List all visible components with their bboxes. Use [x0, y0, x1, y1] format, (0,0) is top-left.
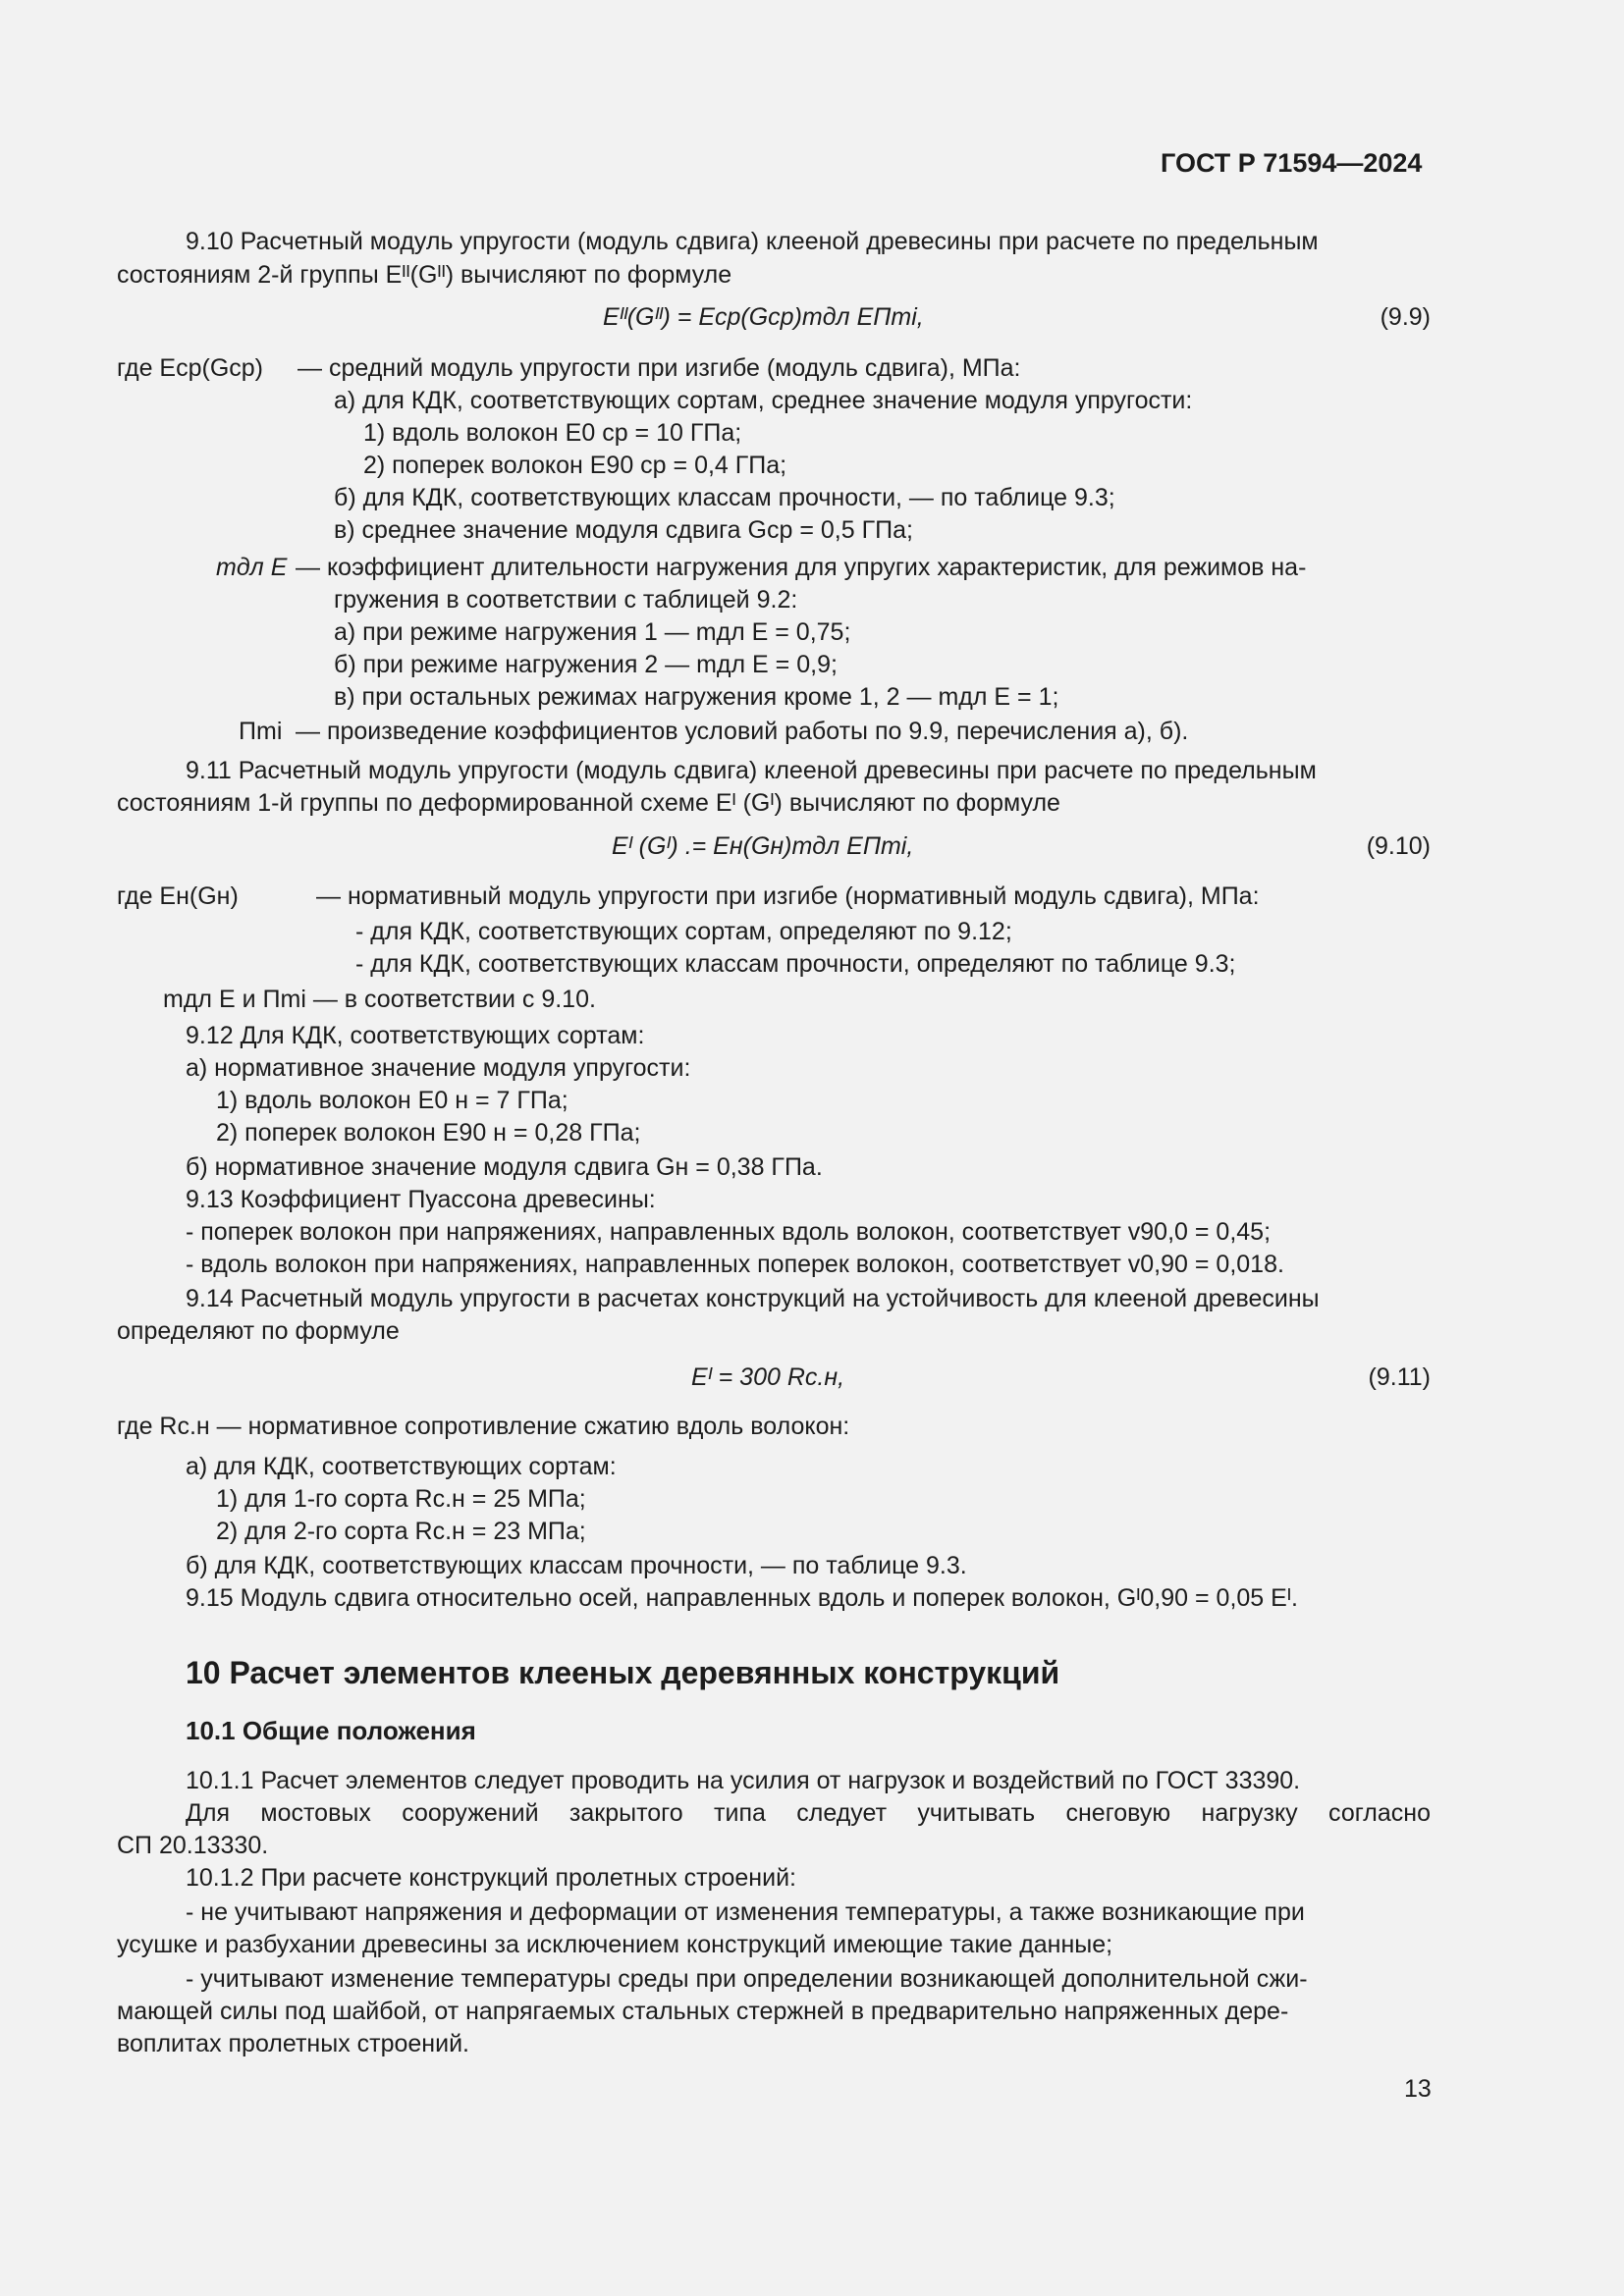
symbol-m-dl-e: mдл E	[216, 554, 288, 581]
where-r-sn-desc: где Rс.н — нормативное сопротивление сжатию вдоль волокон:	[117, 1413, 850, 1440]
clause-9-10-line-1: 9.10 Расчетный модуль упругости (модуль сдвига) клееной древесины при расчете по предельным	[186, 228, 1319, 255]
clause-9-12-a1: 1) вдоль волокон E0 н = 7 ГПа;	[216, 1087, 568, 1114]
where-symbol-e-n: где Eн(Gн)	[117, 882, 239, 910]
formula-9-10: Eᴵ (Gᴵ) .= Eн(Gн)mдл EΠmi,	[612, 832, 914, 860]
clause-9-12-line-1: 9.12 Для КДК, соответствующих сортам:	[186, 1022, 645, 1049]
clause-9-14-a1: 1) для 1-го сорта Rс.н = 25 МПа;	[216, 1485, 586, 1513]
where-symbol-e-sr: где Eср(Gср)	[117, 354, 264, 382]
m-item-b: б) при режиме нагружения 2 — mдл E = 0,9;	[334, 651, 838, 678]
formula-9-9: Eᴵᴵ(Gᴵᴵ) = Eср(Gср)mдл EΠmi,	[603, 303, 924, 331]
clause-9-13-dash-1: - поперек волокон при напряжениях, направленных вдоль волокон, соответствует v90,0 = 0,45;	[186, 1218, 1272, 1246]
clause-9-11-line-1: 9.11 Расчетный модуль упругости (модуль сдвига) клееной древесины при расчете по предельным	[186, 757, 1317, 784]
clause-9-10-line-2: состояниям 2-й группы Eᴵᴵ(Gᴵᴵ) вычисляют по формуле	[117, 261, 732, 289]
item-v-shear: в) среднее значение модуля сдвига Gср = 0,5 ГПа;	[334, 516, 913, 544]
m-item-v: в) при остальных режимах нагружения кроме 1, 2 — mдл E = 1;	[334, 683, 1059, 711]
clause-9-13-line-1: 9.13 Коэффициент Пуассона древесины:	[186, 1186, 656, 1213]
clause-9-11-line-2: состояниям 1-й группы по деформированной схеме Eᴵ (Gᴵ) вычисляют по формуле	[117, 789, 1060, 817]
formula-number-9-10: (9.10)	[1366, 832, 1431, 860]
formula-number-9-11: (9.11)	[1368, 1363, 1431, 1391]
m-dl-e-desc-2: гружения в соответствии с таблицей 9.2:	[334, 586, 798, 614]
clause-9-12-a2: 2) поперек волокон E90 н = 0,28 ГПа;	[216, 1119, 641, 1147]
e-n-item-classes: - для КДК, соответствующих классам прочности, определяют по таблице 9.3;	[355, 950, 1236, 978]
standard-number: ГОСТ Р 71594—2024	[1161, 148, 1423, 178]
where-e-sr-desc: — средний модуль упругости при изгибе (модуль сдвига), МПа:	[298, 354, 1021, 382]
clause-10-1-2-dash-1-line-1: - не учитывают напряжения и деформации от изменения температуры, а также возникающие при	[186, 1898, 1305, 1926]
clause-9-14-a: а) для КДК, соответствующих сортам:	[186, 1453, 617, 1480]
clause-10-1-2-dash-2-line-2: мающей силы под шайбой, от напрягаемых стальных стержней в предварительно напряженных дере-	[117, 1998, 1289, 2025]
clause-10-1-1: 10.1.1 Расчет элементов следует проводить на усилия от нагрузок и воздействий по ГОСТ 33390.	[186, 1767, 1301, 1794]
clause-9-13-dash-2: - вдоль волокон при напряжениях, направленных поперек волокон, соответствует v0,90 = 0,018.	[186, 1251, 1284, 1278]
pi-mi-desc: — произведение коэффициентов условий работы по 9.9, перечисления а), б).	[296, 718, 1189, 745]
page-number: 13	[1404, 2075, 1432, 2103]
section-10-title: 10 Расчет элементов клееных деревянных конструкций	[186, 1655, 1060, 1690]
item-a1-along: 1) вдоль волокон E0 ср = 10 ГПа;	[363, 419, 742, 447]
clause-10-1-2: 10.1.2 При расчете конструкций пролетных строений:	[186, 1864, 796, 1892]
subsection-10-1-title: 10.1 Общие положения	[186, 1716, 476, 1745]
clause-10-1-1-cont-2: СП 20.13330.	[117, 1832, 269, 1859]
symbol-pi-mi: Πmi	[239, 718, 283, 745]
clause-9-14-b: б) для КДК, соответствующих классам прочности, — по таблице 9.3.	[186, 1552, 967, 1579]
clause-9-15: 9.15 Модуль сдвига относительно осей, направленных вдоль и поперек волокон, Gᴵ0,90 = 0,05 Eᴵ.	[186, 1584, 1298, 1612]
m-item-a: а) при режиме нагружения 1 — mдл E = 0,75;	[334, 618, 851, 646]
clause-9-14-line-2: определяют по формуле	[117, 1317, 400, 1345]
clause-9-12-b: б) нормативное значение модуля сдвига Gн = 0,38 ГПа.	[186, 1153, 823, 1181]
clause-9-14-a2: 2) для 2-го сорта Rс.н = 23 МПа;	[216, 1518, 586, 1545]
item-a2-across: 2) поперек волокон E90 ср = 0,4 ГПа;	[363, 452, 787, 479]
where-e-n-desc: — нормативный модуль упругости при изгибе (нормативный модуль сдвига), МПа:	[316, 882, 1260, 910]
m-and-pi-ref: mдл E и Πmi — в соответствии с 9.10.	[163, 986, 596, 1013]
formula-9-11: Eᴵ = 300 Rс.н,	[691, 1363, 845, 1391]
item-a-sorts: а) для КДК, соответствующих сортам, среднее значение модуля упругости:	[334, 387, 1193, 414]
clause-9-14-line-1: 9.14 Расчетный модуль упругости в расчетах конструкций на устойчивость для клееной древесины	[186, 1285, 1320, 1312]
clause-10-1-2-dash-2-line-3: воплитах пролетных строений.	[117, 2030, 469, 2057]
clause-9-12-a: а) нормативное значение модуля упругости:	[186, 1054, 691, 1082]
e-n-item-sorts: - для КДК, соответствующих сортам, определяют по 9.12;	[355, 918, 1012, 945]
clause-10-1-2-dash-2-line-1: - учитывают изменение температуры среды при определении возникающей дополнительной сжи-	[186, 1965, 1308, 1993]
formula-number-9-9: (9.9)	[1380, 303, 1431, 331]
clause-10-1-2-dash-1-line-2: усушке и разбухании древесины за исключением конструкций имеющие такие данные;	[117, 1931, 1113, 1958]
item-b-classes: б) для КДК, соответствующих классам прочности, — по таблице 9.3;	[334, 484, 1115, 511]
m-dl-e-desc-1: — коэффициент длительности нагружения для упругих характеристик, для режимов на-	[296, 554, 1307, 581]
clause-10-1-1-cont-1: Для мостовых сооружений закрытого типа следует учитывать снеговую нагрузку согласно	[186, 1799, 1431, 1827]
